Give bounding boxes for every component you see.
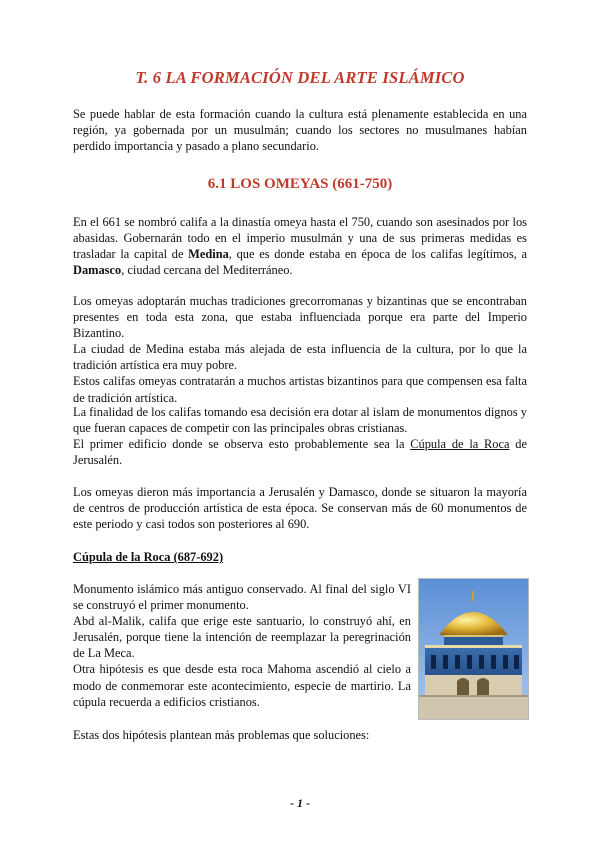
- p2-line-3: Estos califas omeyas contratarán a muchos artistas bizantinos para que compensen esa falta de tradición artística.: [73, 374, 527, 405]
- dome-of-the-rock-photo: [418, 578, 529, 720]
- damasco-bold: Damasco: [73, 263, 122, 278]
- p1-text-2: , que es donde estaba en época de los califas legítimos, a: [228, 247, 527, 262]
- p3-line-1: La finalidad de los califas tomando esa decisión era dotar al islam de monumentos dignos y que fueran capaces de competir con las principales obras cristianas.: [73, 405, 527, 436]
- p2-line-2: La ciudad de Medina estaba más alejada de esta influencia de la cultura, por lo que la tradición artística era muy pobre.: [73, 342, 527, 373]
- p1-text-1: En el 661 se nombró califa a la dinastía omeya hasta el 750, cuando son asesinados por los abasidas. Gobernarán todo en el imperio musulmán y una de sus primeras medidas es trasladar la capital de: [73, 215, 527, 262]
- p3-text-before: El primer edificio donde se observa esto probablemente sea la: [73, 437, 411, 452]
- subsection-heading: Cúpula de la Roca (687-692): [73, 550, 224, 564]
- p1-text-3: , ciudad cercana del Mediterráneo.: [121, 263, 293, 278]
- intro-paragraph: Se puede hablar de esta formación cuando la cultura está plenamente establecida en una región, ya gobernada por un musulmán; cuando los sectores no musulmanes habían perdido importancia y pasado a plano secundario.: [73, 107, 527, 154]
- paragraph-hypotheses: Estas dos hipótesis plantean más problemas que soluciones:: [73, 728, 370, 742]
- p5-line-2: Abd al-Malik, califa que erige este santuario, lo construyó ahí, en Jerusalén, porque tiene la intención de reemplazar la peregrinación de La Meca.: [73, 614, 411, 661]
- cupula-link[interactable]: Cúpula de la Roca: [410, 437, 510, 452]
- paragraph-monuments: Los omeyas dieron más importancia a Jerusalén y Damasco, donde se situaron la mayoría de centros de producción artística de esta época. Se conservan más de 60 monumentos de este periodo y casi todos son posteriores al 690.: [73, 485, 527, 532]
- page-title: T. 6 LA FORMACIÓN DEL ARTE ISLÁMICO: [135, 68, 465, 87]
- p5-line-3: Otra hipótesis es que desde esta roca Mahoma ascendió al cielo a modo de conmemorar este acontecimiento, especie de martirio. La cúpula recuerda a edificios cristianos.: [73, 662, 411, 709]
- p3-line-2: [73, 436, 527, 468]
- section-heading: 6.1 LOS OMEYAS (661-750): [207, 176, 393, 192]
- medina-bold: Medina: [188, 247, 229, 262]
- paragraph-traditions: [73, 293, 527, 406]
- paragraph-omeyas-capital: [73, 214, 527, 278]
- p3-text-after: de Jerusalén.: [73, 437, 527, 468]
- page-number: - 1 -: [290, 796, 310, 810]
- p2-line-1: Los omeyas adoptarán muchas tradiciones grecorromanas y bizantinas que se encontraban presentes en toda esta zona, que estaba influenciada porque era parte del Imperio Bizantino.: [73, 294, 527, 341]
- paragraph-purpose: [73, 404, 527, 468]
- p5-line-1: Monumento islámico más antiguo conservado. Al final del siglo VI se construyó el primer monumento.: [73, 582, 411, 613]
- paragraph-cupula: [73, 581, 411, 710]
